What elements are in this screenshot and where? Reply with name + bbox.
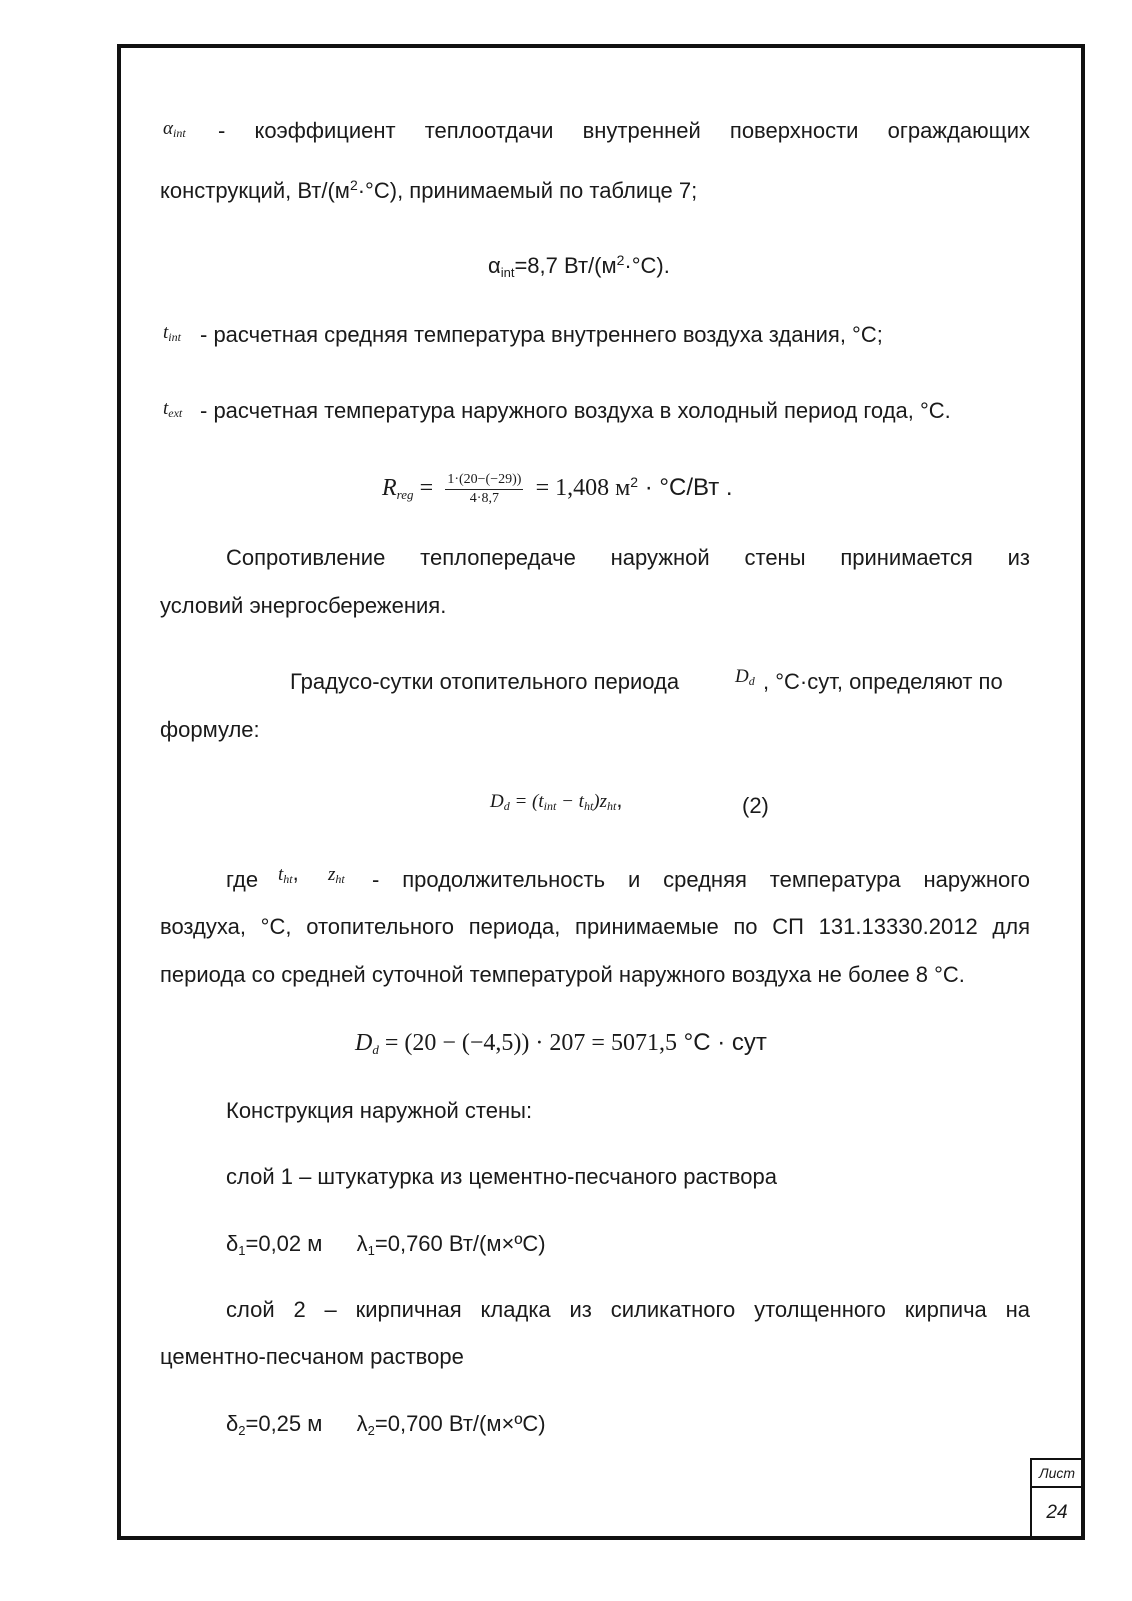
r-reg-equation: $R_{reg}$ = $\frac{1\cdot(20-(-29))}{4\cdot 8,7}$ = 1,408 $м^2 \cdot ^\circ С/Вт$ .: [382, 471, 733, 506]
where-line2: воздуха, °С, отопительного периода, принимаемые по СП 131.13330.2012 для: [160, 914, 1030, 939]
degree-days-line2: формуле:: [160, 717, 260, 742]
z-ht-symbol: $z_{ht}$: [328, 864, 345, 886]
r-reg-fraction: $\frac{1\cdot(20-(-29))}{4\cdot 8,7}$: [447, 471, 522, 506]
t-ht-symbol: $t_{ht}$,: [278, 860, 299, 886]
resistance-paragraph-line2: условий энергосбережения.: [160, 593, 447, 618]
resistance-paragraph-line1: Сопротивление теплопередаче наружной стены принимается из: [226, 545, 1030, 570]
where-line3: периода со средней суточной температурой наружного воздуха не более 8 °С.: [160, 962, 965, 987]
where-line1: - продолжительность и средняя температура наружного: [372, 867, 1030, 892]
layer1-description: слой 1 – штукатурка из цементно-песчаного раствора: [226, 1164, 777, 1189]
t-ext-description: - расчетная температура наружного воздуха в холодный период года, °С.: [200, 398, 951, 423]
alpha-int-value: $\alpha_{int}=8,7$ $Вт/(м^2\cdot^\circ С)$.: [488, 252, 670, 280]
formula-2: $D_d = (t_{int} - t_{ht})z_{ht}$,: [490, 787, 623, 813]
degree-days-line1-a: Градусо-сутки отопительного периода: [290, 669, 680, 694]
t-int-symbol: $t_{int}$: [163, 322, 181, 344]
t-int-description: - расчетная средняя температура внутреннего воздуха здания, °С;: [200, 322, 883, 347]
formula-number: (2): [742, 793, 769, 818]
sheet-stamp: [1030, 1458, 1082, 1538]
t-ext-symbol: $t_{ext}$: [163, 398, 183, 420]
layer1-params: $\delta_1=0,02$ м $\lambda_1=0,760$ Вт/(м×ºС): [226, 1231, 546, 1258]
alpha-int-description-line2: конструкций, $Вт/(м^2\cdot^\circ С)$, принимаемый по таблице 7;: [160, 177, 698, 203]
alpha-int-description-line1: - коэффициент теплоотдачи внутренней поверхности ограждающих: [218, 118, 1030, 143]
layer2-params: $\delta_2=0,25$ м $\lambda_2=0,700$ Вт/(м×ºС): [226, 1411, 546, 1438]
alpha-int-symbol: $\alpha_{int}$: [163, 118, 186, 140]
degree-days-line1-b: , °С·сут, определяют по: [763, 669, 1003, 694]
dd-calculation: $D_d = (20 - (-4,5)) \cdot 207 = 5071,5$ °С · сут: [355, 1029, 767, 1057]
where-word: где: [226, 867, 259, 892]
dd-symbol: $D_d$: [735, 666, 755, 688]
construction-title: Конструкция наружной стены:: [226, 1098, 533, 1123]
layer2-description-line1: слой 2 – кирпичная кладка из силикатного утолщенного кирпича на: [226, 1297, 1030, 1322]
layer2-description-line2: цементно-песчаном растворе: [160, 1344, 464, 1369]
sheet-number: 24: [1046, 1502, 1068, 1523]
sheet-label: Лист: [1032, 1460, 1082, 1488]
